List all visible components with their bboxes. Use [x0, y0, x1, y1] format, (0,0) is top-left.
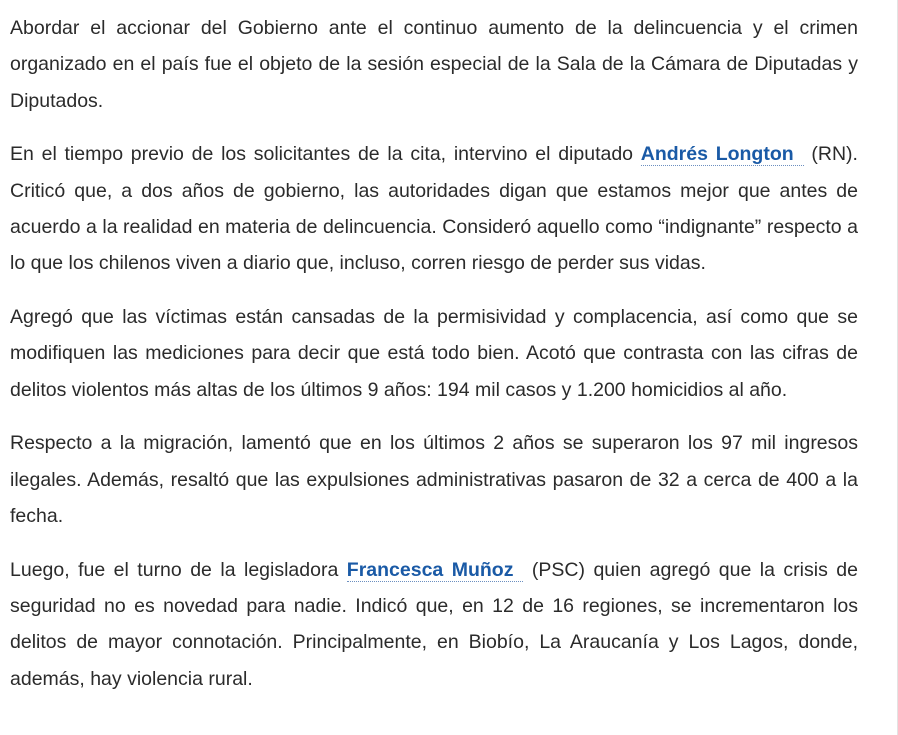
paragraph-victims-text: Agregó que las víctimas están cansadas de la permisividad y complacencia, así como que se modifiquen las mediciones para decir que está todo bien. Acotó que contrasta con las cifras de delitos violentos más altas de los últimos 9 años: 194 mil casos y 1.200 homicidios al año. [10, 306, 858, 401]
paragraph-intro [10, 10, 858, 119]
paragraph-munoz-lead: Luego, fue el turno de la legisladora [10, 558, 347, 581]
paragraph-longton-lead: En el tiempo previo de los solicitantes de la cita, intervino el diputado [10, 143, 641, 166]
paragraph-munoz [10, 552, 858, 697]
francesca-munoz-link[interactable]: Francesca Muñoz [347, 559, 524, 582]
andres-longton-link[interactable]: Andrés Longton [641, 143, 804, 166]
paragraph-migration-text: Respecto a la migración, lamentó que en los últimos 2 años se superaron los 97 mil ingresos ilegales. Además, resaltó que las expulsiones administrativas pasaron de 32 a cerca de 400 a la fecha. [10, 432, 858, 528]
article-body [10, 10, 858, 697]
paragraph-intro-text: Abordar el accionar del Gobierno ante el continuo aumento de la delincuencia y el crimen organizado en el país fue el objeto de la sesión especial de la Sala de la Cámara de Diputadas y Diputados. [10, 17, 858, 112]
paragraph-munoz-rest: (PSC) quien agregó que la crisis de seguridad no es novedad para nadie. Indicó que, en 12 de 16 regiones, se incrementaron los delitos de mayor connotación. Principalmente, en Biobío, La Araucanía y Los Lagos, donde, además, hay violencia rural. [10, 558, 858, 690]
paragraph-migration [10, 425, 858, 534]
paragraph-longton-rest: (RN). Criticó que, a dos años de gobierno, las autoridades digan que estamos mejor que antes de acuerdo a la realidad en materia de delincuencia. Consideró aquello como “indignante” respecto a lo que los chilenos viven a diario que, incluso, corren riesgo de perder sus vidas. [10, 143, 858, 275]
paragraph-victims [10, 299, 858, 408]
paragraph-longton [10, 136, 858, 281]
